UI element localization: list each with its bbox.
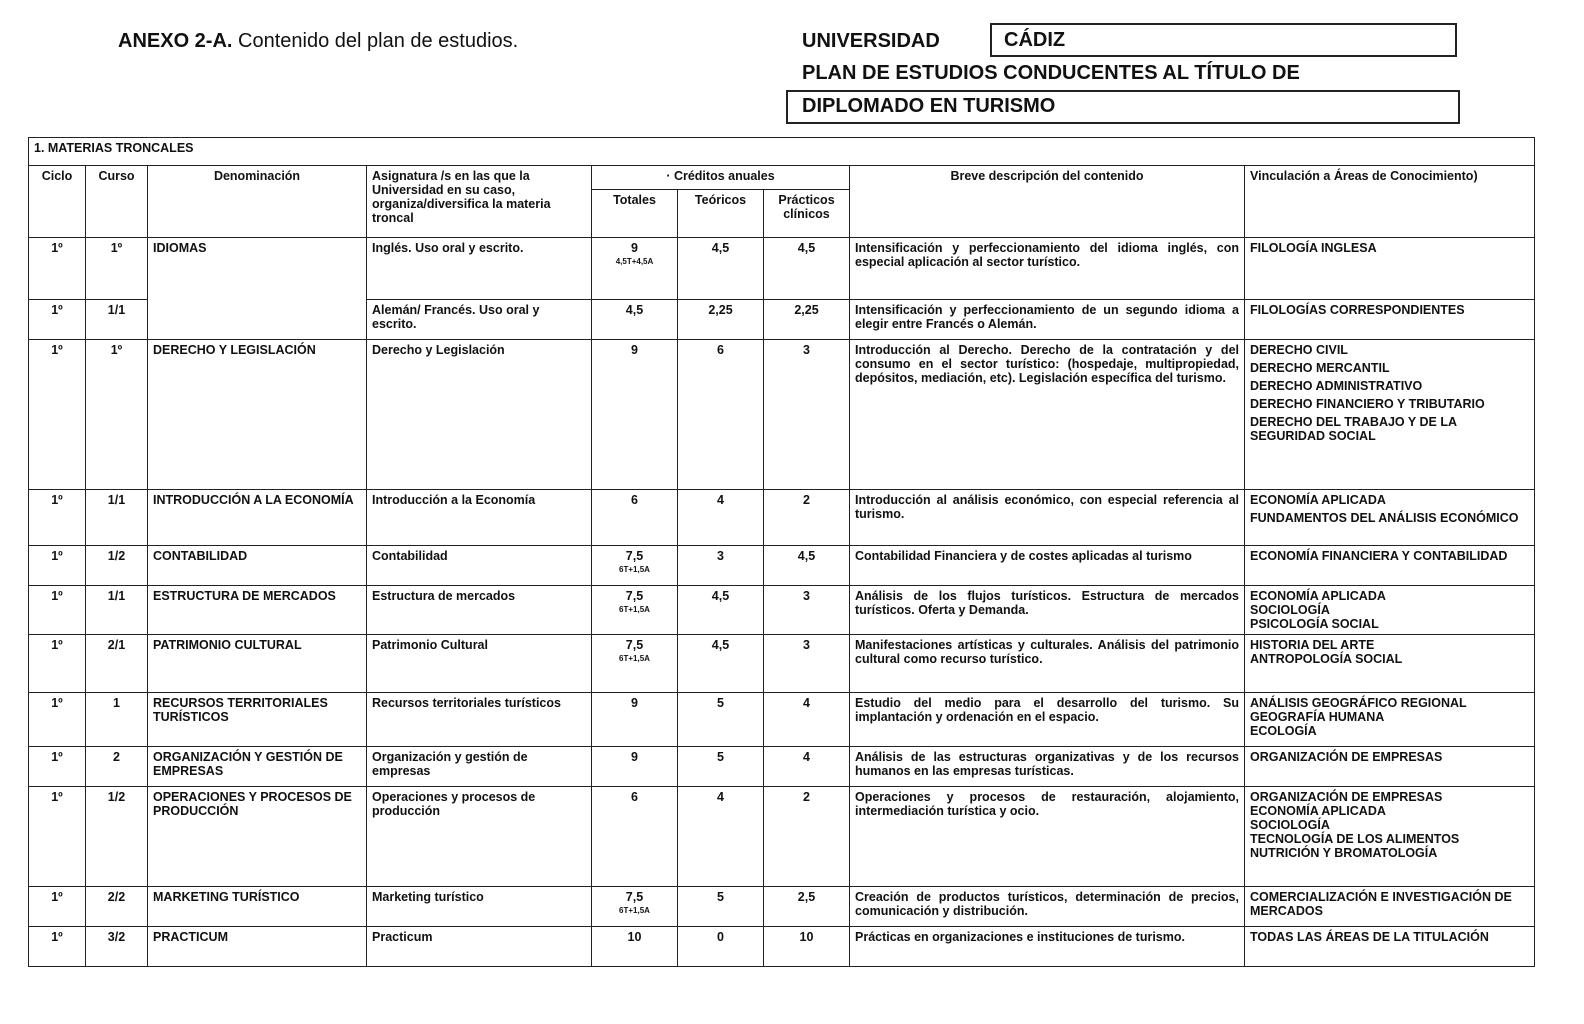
- cell-ciclo: 1º: [29, 635, 86, 693]
- cell-totales: [592, 887, 678, 927]
- table-row: [29, 693, 1535, 747]
- header-vinculacion: Vinculación a Áreas de Conocimiento): [1245, 166, 1535, 238]
- cell-totales: [592, 747, 678, 787]
- universidad-value-box: CÁDIZ: [990, 23, 1457, 57]
- area-item: DERECHO ADMINISTRATIVO: [1250, 379, 1423, 393]
- area-item: DERECHO MERCANTIL: [1250, 361, 1390, 375]
- cell-totales: [592, 300, 678, 340]
- table-row: [29, 546, 1535, 586]
- cell-curso: 3/2: [86, 927, 148, 967]
- area-item: FILOLOGÍA INGLESA: [1250, 241, 1377, 255]
- totales-value: 7,5: [625, 638, 644, 652]
- cell-practicos: 4,5: [764, 546, 850, 586]
- totales-value: 9: [631, 241, 638, 255]
- cell-teoricos: 4: [678, 490, 764, 546]
- table-row: [29, 927, 1535, 967]
- cell-areas: [1245, 747, 1535, 787]
- cell-areas: [1245, 927, 1535, 967]
- area-item: FUNDAMENTOS DEL ANÁLISIS ECONÓMICO: [1250, 511, 1519, 525]
- document-heading: [118, 30, 518, 53]
- cell-asignatura: Recursos territoriales turísticos: [367, 693, 592, 747]
- area-item: SOCIOLOGÍA: [1250, 603, 1330, 617]
- cell-practicos: 4: [764, 747, 850, 787]
- universidad-label: UNIVERSIDAD: [802, 30, 940, 52]
- cell-ciclo: 1º: [29, 238, 86, 300]
- cell-practicos: 10: [764, 927, 850, 967]
- cell-curso: 1º: [86, 340, 148, 490]
- area-item: SOCIOLOGÍA: [1250, 818, 1330, 832]
- table-row: [29, 490, 1535, 546]
- area-item: ECOLOGÍA: [1250, 724, 1317, 738]
- cell-curso: 1/1: [86, 300, 148, 340]
- cell-asignatura: Patrimonio Cultural: [367, 635, 592, 693]
- table-body: [29, 238, 1535, 967]
- cell-practicos: 3: [764, 586, 850, 635]
- totales-breakdown: 6T+1,5A: [619, 565, 650, 574]
- cell-curso: 2: [86, 747, 148, 787]
- cell-asignatura: Introducción a la Economía: [367, 490, 592, 546]
- area-item: HISTORIA DEL ARTE: [1250, 638, 1375, 652]
- cell-curso: 1º: [86, 238, 148, 300]
- area-item: GEOGRAFÍA HUMANA: [1250, 710, 1385, 724]
- cell-descripcion: Intensificación y perfeccionamiento de un segundo idioma a elegir entre Francés o Alemán.: [850, 300, 1245, 340]
- section-title: 1. MATERIAS TRONCALES: [29, 138, 1535, 166]
- cell-areas: [1245, 787, 1535, 887]
- cell-curso: 1/1: [86, 490, 148, 546]
- area-item: DERECHO FINANCIERO Y TRIBUTARIO: [1250, 397, 1485, 411]
- cell-areas: [1245, 238, 1535, 300]
- totales-value: 9: [631, 750, 638, 764]
- header-teoricos: Teóricos: [678, 190, 764, 238]
- cell-totales: [592, 927, 678, 967]
- cell-areas: [1245, 300, 1535, 340]
- area-item: ECONOMÍA APLICADA: [1250, 589, 1386, 603]
- table-row: [29, 586, 1535, 635]
- cell-asignatura: Contabilidad: [367, 546, 592, 586]
- cell-asignatura: Alemán/ Francés. Uso oral y escrito.: [367, 300, 592, 340]
- totales-value: 9: [631, 343, 638, 357]
- cell-ciclo: 1º: [29, 887, 86, 927]
- header-practicos: Prácticos clínicos: [764, 190, 850, 238]
- cell-practicos: 2,5: [764, 887, 850, 927]
- cell-areas: [1245, 693, 1535, 747]
- cell-descripcion: Creación de productos turísticos, determinación de precios, comunicación y distribución.: [850, 887, 1245, 927]
- cell-descripcion: Prácticas en organizaciones e instituciones de turismo.: [850, 927, 1245, 967]
- header-totales: Totales: [592, 190, 678, 238]
- cell-descripcion: Estudio del medio para el desarrollo del turismo. Su implantación y ordenación en el espacio.: [850, 693, 1245, 747]
- header-asignatura: Asignatura /s en las que la Universidad en su caso, organiza/diversifica la materia troncal: [367, 166, 592, 238]
- totales-value: 10: [627, 930, 642, 944]
- cell-denominacion: OPERACIONES Y PROCESOS DE PRODUCCIÓN: [148, 787, 367, 887]
- cell-curso: 2/1: [86, 635, 148, 693]
- totales-breakdown: 6T+1,5A: [619, 605, 650, 614]
- cell-practicos: 4,5: [764, 238, 850, 300]
- totales-breakdown: 6T+1,5A: [619, 654, 650, 663]
- cell-asignatura: Organización y gestión de empresas: [367, 747, 592, 787]
- cell-teoricos: 5: [678, 693, 764, 747]
- area-item: FILOLOGÍAS CORRESPONDIENTES: [1250, 303, 1465, 317]
- cell-ciclo: 1º: [29, 490, 86, 546]
- totales-value: 6: [631, 790, 638, 804]
- area-item: ORGANIZACIÓN DE EMPRESAS: [1250, 750, 1443, 764]
- cell-ciclo: 1º: [29, 747, 86, 787]
- cell-ciclo: 1º: [29, 300, 86, 340]
- materias-troncales-table: [28, 137, 1535, 967]
- cell-descripcion: Análisis de los flujos turísticos. Estructura de mercados turísticos. Oferta y Demanda.: [850, 586, 1245, 635]
- anexo-label: ANEXO 2-A.: [118, 30, 233, 52]
- table-row: [29, 238, 1535, 300]
- cell-areas: [1245, 340, 1535, 490]
- table-row: [29, 887, 1535, 927]
- cell-practicos: 3: [764, 340, 850, 490]
- cell-totales: [592, 586, 678, 635]
- cell-areas: [1245, 490, 1535, 546]
- cell-teoricos: 4,5: [678, 238, 764, 300]
- table-row: [29, 787, 1535, 887]
- cell-denominacion: DERECHO Y LEGISLACIÓN: [148, 340, 367, 490]
- cell-descripcion: Introducción al análisis económico, con especial referencia al turismo.: [850, 490, 1245, 546]
- cell-areas: [1245, 635, 1535, 693]
- area-item: ECONOMÍA FINANCIERA Y CONTABILIDAD: [1250, 549, 1508, 563]
- cell-teoricos: 0: [678, 927, 764, 967]
- cell-denominacion: INTRODUCCIÓN A LA ECONOMÍA: [148, 490, 367, 546]
- area-item: PSICOLOGÍA SOCIAL: [1250, 617, 1379, 631]
- cell-asignatura: Derecho y Legislación: [367, 340, 592, 490]
- totales-breakdown: 4,5T+4,5A: [615, 257, 654, 266]
- area-item: TODAS LAS ÁREAS DE LA TITULACIÓN: [1250, 930, 1489, 944]
- cell-totales: [592, 490, 678, 546]
- totales-value: 4,5: [625, 303, 644, 317]
- cell-asignatura: Operaciones y procesos de producción: [367, 787, 592, 887]
- cell-teoricos: 4: [678, 787, 764, 887]
- cell-teoricos: 4,5: [678, 635, 764, 693]
- cell-denominacion: IDIOMAS: [148, 238, 367, 340]
- area-item: DERECHO CIVIL: [1250, 343, 1348, 357]
- cell-teoricos: 3: [678, 546, 764, 586]
- header-curso: Curso: [86, 166, 148, 238]
- cell-denominacion: MARKETING TURÍSTICO: [148, 887, 367, 927]
- cell-denominacion: ESTRUCTURA DE MERCADOS: [148, 586, 367, 635]
- cell-ciclo: 1º: [29, 546, 86, 586]
- cell-curso: 1: [86, 693, 148, 747]
- area-item: ECONOMÍA APLICADA: [1250, 493, 1386, 507]
- cell-totales: [592, 546, 678, 586]
- cell-areas: [1245, 546, 1535, 586]
- cell-curso: 1/1: [86, 586, 148, 635]
- cell-practicos: 2,25: [764, 300, 850, 340]
- cell-areas: [1245, 586, 1535, 635]
- area-item: ANÁLISIS GEOGRÁFICO REGIONAL: [1250, 696, 1467, 710]
- cell-totales: [592, 238, 678, 300]
- cell-asignatura: Estructura de mercados: [367, 586, 592, 635]
- cell-teoricos: 2,25: [678, 300, 764, 340]
- cell-denominacion: CONTABILIDAD: [148, 546, 367, 586]
- cell-curso: 2/2: [86, 887, 148, 927]
- cell-descripcion: Operaciones y procesos de restauración, alojamiento, intermediación turística y ocio.: [850, 787, 1245, 887]
- cell-ciclo: 1º: [29, 787, 86, 887]
- cell-teoricos: 6: [678, 340, 764, 490]
- cell-denominacion: PRACTICUM: [148, 927, 367, 967]
- header-creditos: · Créditos anuales: [592, 166, 850, 190]
- titulo-value-box: DIPLOMADO EN TURISMO: [786, 90, 1460, 124]
- cell-teoricos: 4,5: [678, 586, 764, 635]
- cell-descripcion: Manifestaciones artísticas y culturales. Análisis del patrimonio cultural como recurso turístico.: [850, 635, 1245, 693]
- cell-descripcion: Introducción al Derecho. Derecho de la contratación y del consumo en el sector turístico: (hospedaje, multipropiedad, depósitos, mediación, etc). Legislación específica del turismo.: [850, 340, 1245, 490]
- cell-asignatura: Inglés. Uso oral y escrito.: [367, 238, 592, 300]
- table-row: [29, 340, 1535, 490]
- area-item: DERECHO DEL TRABAJO Y DE LA SEGURIDAD SOCIAL: [1250, 415, 1457, 443]
- area-item: NUTRICIÓN Y BROMATOLOGÍA: [1250, 846, 1438, 860]
- cell-asignatura: Marketing turístico: [367, 887, 592, 927]
- totales-value: 7,5: [625, 589, 644, 603]
- header-denominacion: Denominación: [148, 166, 367, 238]
- totales-value: 7,5: [625, 890, 644, 904]
- totales-value: 6: [631, 493, 638, 507]
- area-item: ECONOMÍA APLICADA: [1250, 804, 1386, 818]
- table-row: [29, 747, 1535, 787]
- cell-asignatura: Practicum: [367, 927, 592, 967]
- header-descripcion: Breve descripción del contenido: [850, 166, 1245, 238]
- cell-practicos: 2: [764, 490, 850, 546]
- table-row: [29, 635, 1535, 693]
- anexo-text: Contenido del plan de estudios.: [232, 30, 519, 52]
- area-item: TECNOLOGÍA DE LOS ALIMENTOS: [1250, 832, 1460, 846]
- cell-curso: 1/2: [86, 787, 148, 887]
- cell-descripcion: Análisis de las estructuras organizativas y de los recursos humanos en las empresas turísticas.: [850, 747, 1245, 787]
- cell-practicos: 3: [764, 635, 850, 693]
- header-ciclo: Ciclo: [29, 166, 86, 238]
- cell-descripcion: Intensificación y perfeccionamiento del idioma inglés, con especial aplicación al sector turístico.: [850, 238, 1245, 300]
- cell-totales: [592, 693, 678, 747]
- area-item: ORGANIZACIÓN DE EMPRESAS: [1250, 790, 1443, 804]
- cell-ciclo: 1º: [29, 586, 86, 635]
- totales-breakdown: 6T+1,5A: [619, 906, 650, 915]
- cell-practicos: 4: [764, 693, 850, 747]
- cell-ciclo: 1º: [29, 340, 86, 490]
- plan-text: PLAN DE ESTUDIOS CONDUCENTES AL TÍTULO DE: [802, 62, 1300, 84]
- cell-totales: [592, 340, 678, 490]
- cell-denominacion: RECURSOS TERRITORIALES TURÍSTICOS: [148, 693, 367, 747]
- cell-denominacion: PATRIMONIO CULTURAL: [148, 635, 367, 693]
- section-row: [29, 138, 1535, 166]
- header-row: [29, 166, 1535, 190]
- area-item: ANTROPOLOGÍA SOCIAL: [1250, 652, 1403, 666]
- cell-teoricos: 5: [678, 747, 764, 787]
- cell-totales: [592, 635, 678, 693]
- cell-curso: 1/2: [86, 546, 148, 586]
- cell-practicos: 2: [764, 787, 850, 887]
- cell-ciclo: 1º: [29, 927, 86, 967]
- totales-value: 9: [631, 696, 638, 710]
- cell-denominacion: ORGANIZACIÓN Y GESTIÓN DE EMPRESAS: [148, 747, 367, 787]
- cell-ciclo: 1º: [29, 693, 86, 747]
- cell-areas: [1245, 887, 1535, 927]
- area-item: COMERCIALIZACIÓN E INVESTIGACIÓN DE MERCADOS: [1250, 890, 1512, 918]
- cell-totales: [592, 787, 678, 887]
- cell-descripcion: Contabilidad Financiera y de costes aplicadas al turismo: [850, 546, 1245, 586]
- cell-teoricos: 5: [678, 887, 764, 927]
- totales-value: 7,5: [625, 549, 644, 563]
